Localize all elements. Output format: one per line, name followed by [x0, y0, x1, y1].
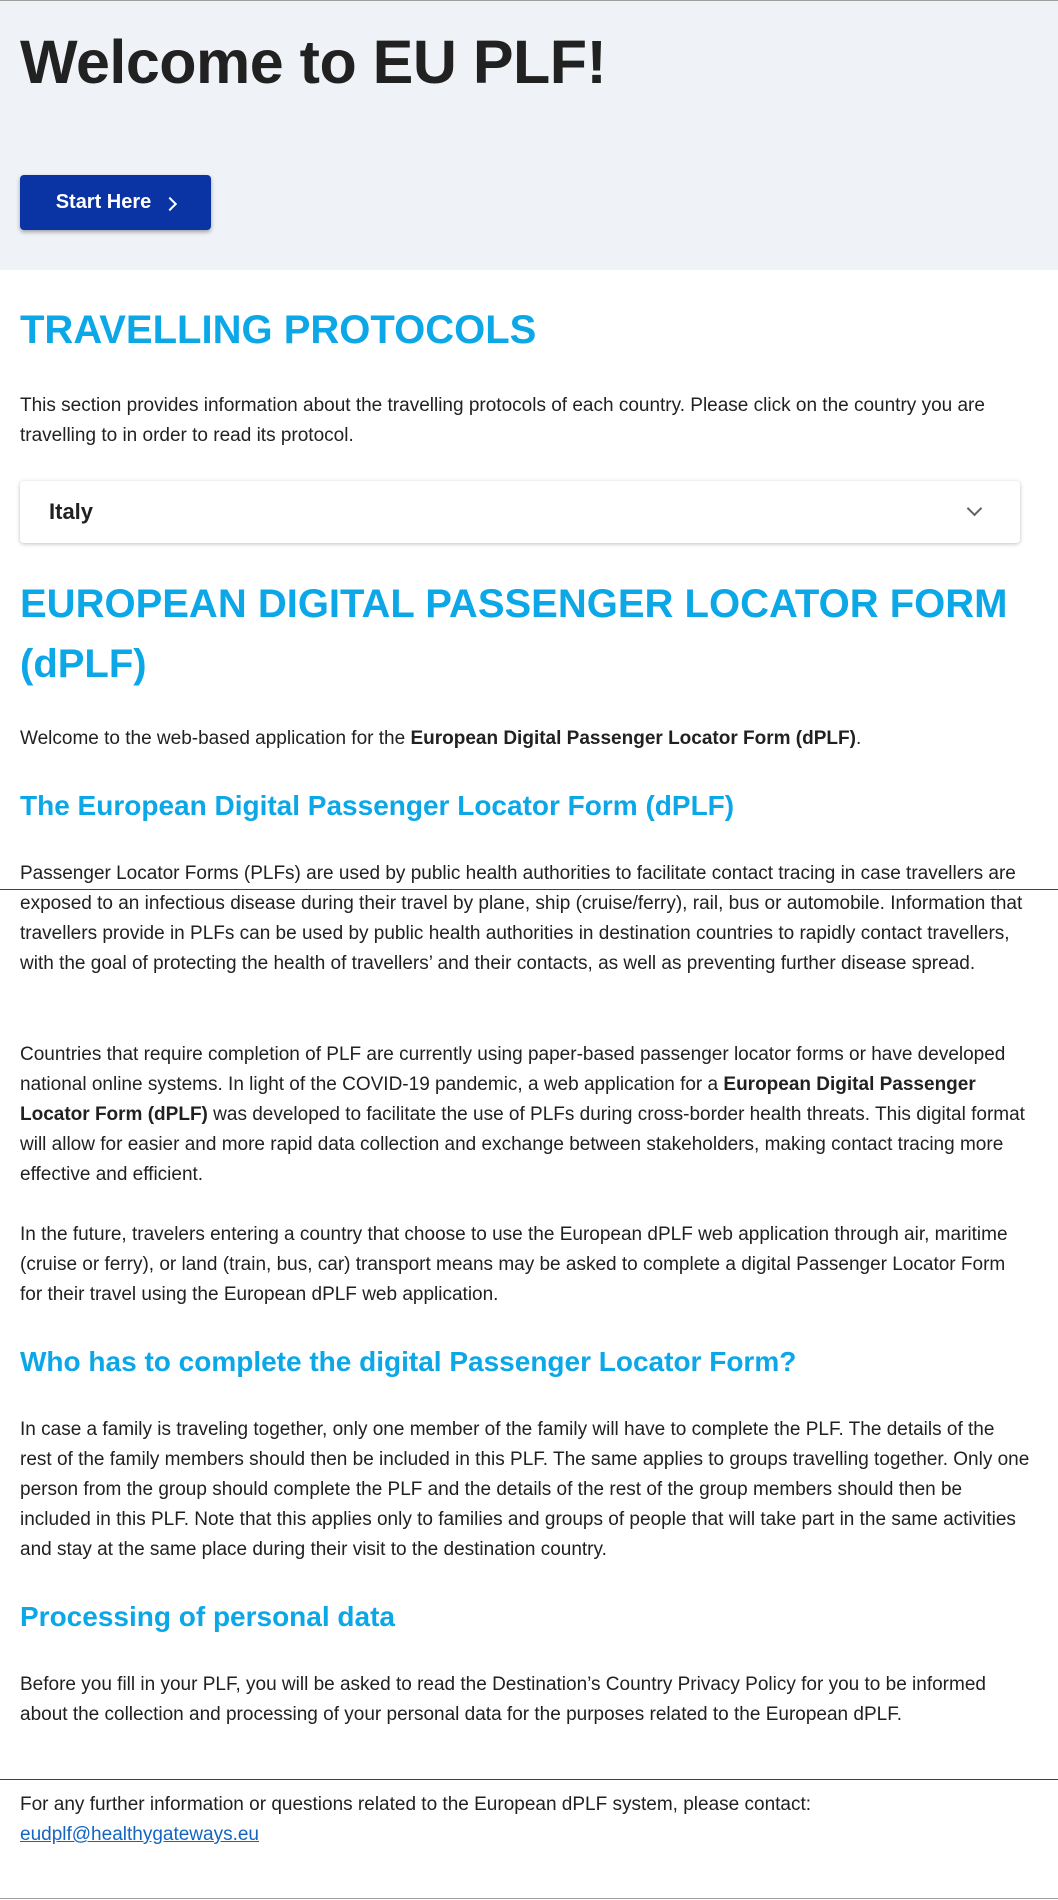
para2-prefix: Countries that require completion of PLF are currently using paper-based passenger locator forms or have developed national online systems. In light of the COVID-19 pandemic, a web application for a — [20, 1044, 1006, 1095]
chevron-down-icon — [967, 501, 983, 517]
start-here-label: Start Here — [55, 191, 152, 213]
top-divider — [0, 0, 1058, 1]
welcome-suffix: . — [855, 728, 862, 749]
protocols-heading: TRAVELLING PROTOCOLS — [20, 308, 537, 352]
contact-email-link[interactable]: eudplf@healthygateways.eu — [20, 1824, 260, 1845]
country-select[interactable] — [20, 481, 1020, 543]
para2-bold: European Digital Passenger Locator Form (dPLF) — [20, 1074, 976, 1125]
para2-suffix: was developed to facilitate the use of PLFs during cross-border health threats. This digital format will allow for easier and more rapid data collection and exchange between stakeholders, making contact tracing more effective and efficient. — [20, 1104, 1025, 1185]
bottom-divider — [0, 1898, 1058, 1899]
footer-divider — [0, 1779, 1058, 1780]
hero-section — [0, 0, 1058, 270]
who-heading: Who has to complete the digital Passenger Locator Form? — [20, 1346, 797, 1377]
dplf-paragraph-1: Passenger Locator Forms (PLFs) are used by public health authorities to facilitate contact tracing in case travellers are exposed to an infectious disease during their travel by plane, ship (cruise/ferry), rail, bus or automobile. Information that travellers provide in PLFs can be used by public health authorities in destination countries to rapidly contact travellers, with the goal of protecting the health of travellers’ and their contacts, as well as preventing further disease spread. — [20, 863, 1023, 974]
welcome-bold: European Digital Passenger Locator Form (dPLF) — [410, 728, 856, 749]
start-here-button[interactable] — [20, 175, 211, 230]
contact-text — [20, 1790, 1030, 1850]
privacy-paragraph: Before you fill in your PLF, you will be asked to read the Destination’s Country Privacy Policy for you to be informed about the collection and processing of your personal data for the purposes related to the European dPLF. — [20, 1674, 986, 1725]
dplf-paragraph-3: In the future, travelers entering a country that choose to use the European dPLF web application through air, maritime (cruise or ferry), or land (train, bus, car) transport means may be asked to complete a digital Passenger Locator Form for their travel using the European dPLF web application. — [20, 1224, 1008, 1305]
dplf-paragraph-2 — [20, 1040, 1030, 1190]
page-title: Welcome to EU PLF! — [20, 28, 607, 96]
section-divider — [0, 889, 1058, 890]
welcome-prefix: Welcome to the web-based application for the — [20, 728, 411, 749]
country-selected-value: Italy — [49, 499, 94, 524]
contact-label: For any further information or questions related to the European dPLF system, please contact: — [20, 1794, 812, 1815]
chevron-right-icon — [163, 196, 177, 210]
dplf-heading: EUROPEAN DIGITAL PASSENGER LOCATOR FORM (dPLF) — [20, 582, 1008, 686]
protocols-description: This section provides information about the travelling protocols of each country. Please click on the country you are travelling to in order to read its protocol. — [20, 395, 985, 446]
who-paragraph: In case a family is traveling together, only one member of the family will have to complete the PLF. The details of the rest of the family members should then be included in this PLF. The same applies to groups travelling together. Only one person from the group should complete the PLF and the details of the rest of the group members should then be included in this PLF. Note that this applies only to families and groups of people that will take part in the same activities and stay at the same place during their visit to the destination country. — [20, 1419, 1030, 1560]
privacy-heading: Processing of personal data — [20, 1601, 395, 1632]
dplf-welcome — [20, 724, 1030, 754]
dplf-subheading: The European Digital Passenger Locator Form (dPLF) — [20, 790, 735, 821]
